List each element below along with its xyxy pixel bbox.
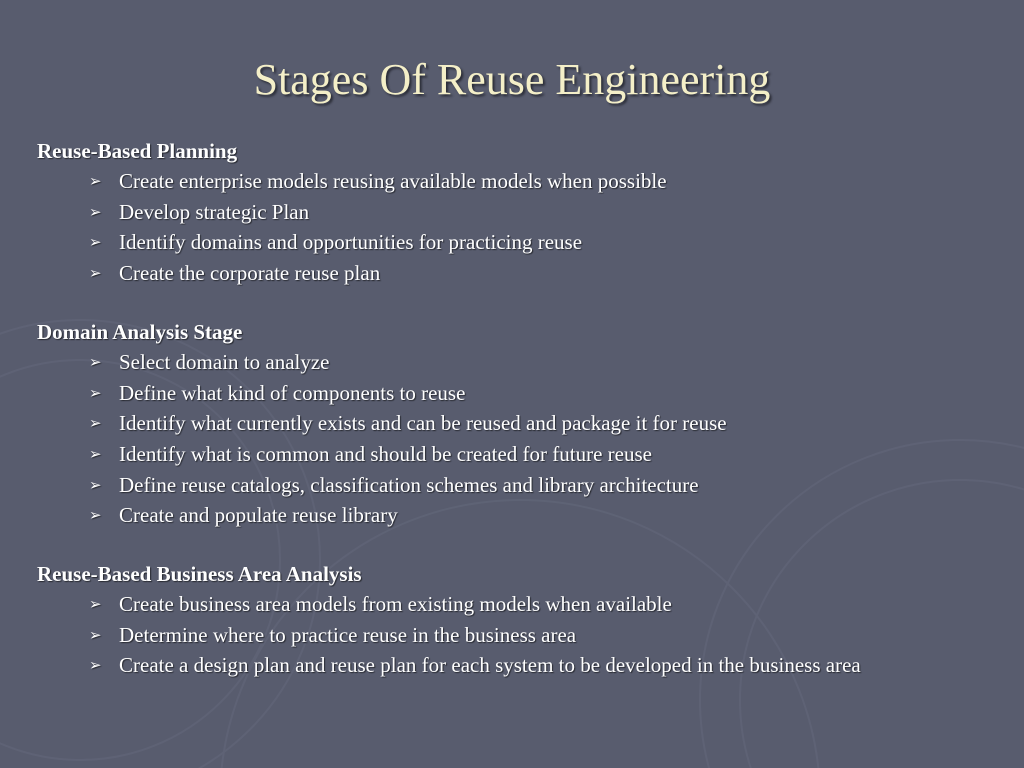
arrow-right-icon: ➢ bbox=[89, 383, 102, 402]
arrow-right-icon: ➢ bbox=[89, 202, 102, 221]
section-domain-analysis-stage bbox=[37, 317, 987, 531]
bullet-text: Create and populate reuse library bbox=[119, 503, 398, 528]
arrow-right-icon: ➢ bbox=[89, 264, 102, 283]
arrow-right-icon: ➢ bbox=[89, 352, 102, 371]
bullet-item bbox=[37, 227, 987, 258]
section-heading: Domain Analysis Stage bbox=[37, 319, 243, 344]
bullet-item bbox=[37, 470, 987, 501]
section-heading: Reuse-Based Planning bbox=[37, 139, 238, 163]
arrow-right-icon: ➢ bbox=[89, 506, 102, 525]
arrow-right-icon: ➢ bbox=[89, 595, 102, 614]
arrow-right-icon: ➢ bbox=[89, 625, 102, 644]
bullet-item bbox=[37, 347, 987, 378]
bullet-text: Define what kind of components to reuse bbox=[119, 380, 466, 405]
bullet-text: Identify what currently exists and can be reused and package it for reuse bbox=[119, 411, 727, 436]
bullet-text: Create a design plan and reuse plan for each system to be developed in the business area bbox=[119, 653, 861, 678]
bullet-text: Create the corporate reuse plan bbox=[119, 261, 381, 286]
bullet-text: Create business area models from existing models when available bbox=[119, 592, 672, 617]
bullet-item bbox=[37, 589, 987, 620]
section-reuse-based-planning bbox=[37, 136, 987, 289]
arrow-right-icon: ➢ bbox=[89, 656, 102, 675]
bullet-list bbox=[37, 589, 987, 681]
bullet-text: Define reuse catalogs, classification schemes and library architecture bbox=[119, 472, 699, 497]
bullet-item bbox=[37, 620, 987, 651]
bullet-item bbox=[37, 258, 987, 289]
bullet-item bbox=[37, 650, 987, 681]
section-reuse-based-business-area-analysis bbox=[37, 559, 987, 681]
bullet-text: Determine where to practice reuse in the business area bbox=[119, 622, 577, 647]
bullet-item bbox=[37, 197, 987, 228]
arrow-right-icon: ➢ bbox=[89, 414, 102, 433]
bullet-text: Create enterprise models reusing available models when possible bbox=[119, 169, 667, 193]
bullet-item bbox=[37, 378, 987, 409]
bullet-item bbox=[37, 439, 987, 470]
bullet-text: Identify what is common and should be created for future reuse bbox=[119, 441, 652, 466]
bullet-text: Identify domains and opportunities for practicing reuse bbox=[119, 230, 583, 255]
arrow-right-icon: ➢ bbox=[89, 233, 102, 252]
slide-title: Stages Of Reuse Engineering bbox=[253, 55, 771, 104]
bullet-list bbox=[37, 347, 987, 531]
bullet-item bbox=[37, 166, 987, 197]
arrow-right-icon: ➢ bbox=[89, 172, 102, 190]
bullet-list bbox=[37, 166, 987, 289]
bullet-text: Select domain to analyze bbox=[119, 349, 330, 374]
bullet-item bbox=[37, 500, 987, 531]
slide-content bbox=[37, 136, 987, 709]
arrow-right-icon: ➢ bbox=[89, 444, 102, 463]
section-heading: Reuse-Based Business Area Analysis bbox=[37, 562, 362, 587]
bullet-text: Develop strategic Plan bbox=[119, 199, 310, 224]
bullet-item bbox=[37, 408, 987, 439]
arrow-right-icon: ➢ bbox=[89, 475, 102, 494]
